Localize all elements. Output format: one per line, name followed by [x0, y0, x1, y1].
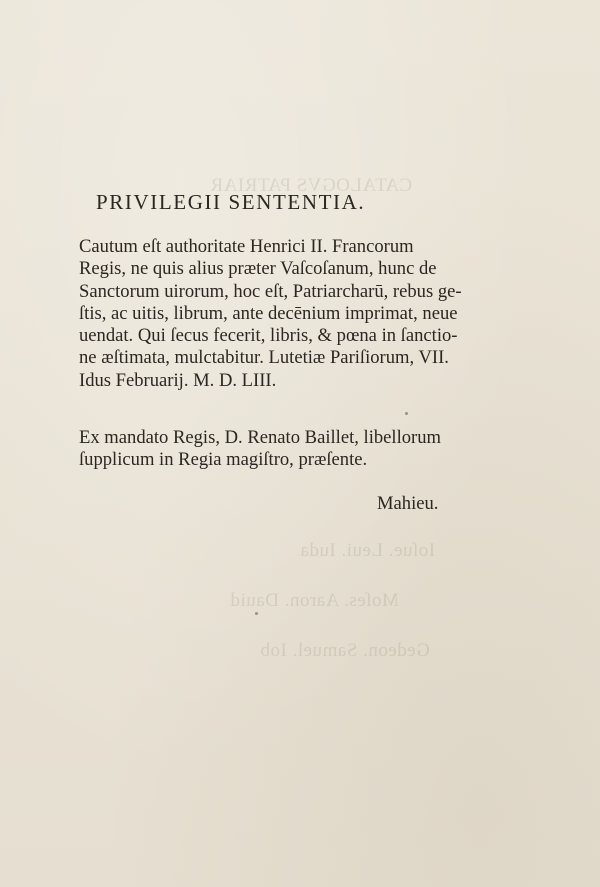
mandate-paragraph	[79, 427, 479, 472]
ink-speck	[405, 412, 408, 415]
page-title: PRIVILEGII SENTENTIA.	[96, 190, 366, 214]
bleed-through-text: Moſes. Aaron. Dauid	[230, 590, 399, 611]
text-line: ſtis, ac uitis, librum, ante decēnium imprimat, neue	[79, 302, 458, 324]
text-line: Ex mandato Regis, D. Renato Baillet, libellorum	[79, 427, 441, 448]
text-line: ne æſtimata, mulctabitur. Lutetiæ Pariſiorum, VII.	[79, 347, 449, 369]
bleed-through-text: CATALOGVS PATRIAR	[210, 175, 413, 196]
text-line: Sanctorum uirorum, hoc eſt, Patriarcharū, rebus ge-	[79, 280, 462, 302]
text-line: ſupplicum in Regia magiſtro, præſente.	[79, 449, 368, 471]
bleed-through-text: Gedeon. Samuel. Iob	[260, 640, 430, 661]
privilege-paragraph	[79, 236, 479, 392]
ink-speck	[255, 612, 258, 615]
text-line: Regis, ne quis alius præter Vaſcoſanum, hunc de	[79, 258, 437, 280]
text-line: uendat. Qui ſecus fecerit, libris, & pœna in ſanctio-	[79, 325, 458, 347]
signature: Mahieu.	[377, 493, 439, 514]
bleed-through-text: Ioſue. Leui. Iuda	[300, 540, 436, 561]
text-line: Cautum eſt authoritate Henrici II. Francorum	[79, 236, 414, 257]
text-line: Idus Februarij. M. D. LIII.	[79, 369, 277, 391]
